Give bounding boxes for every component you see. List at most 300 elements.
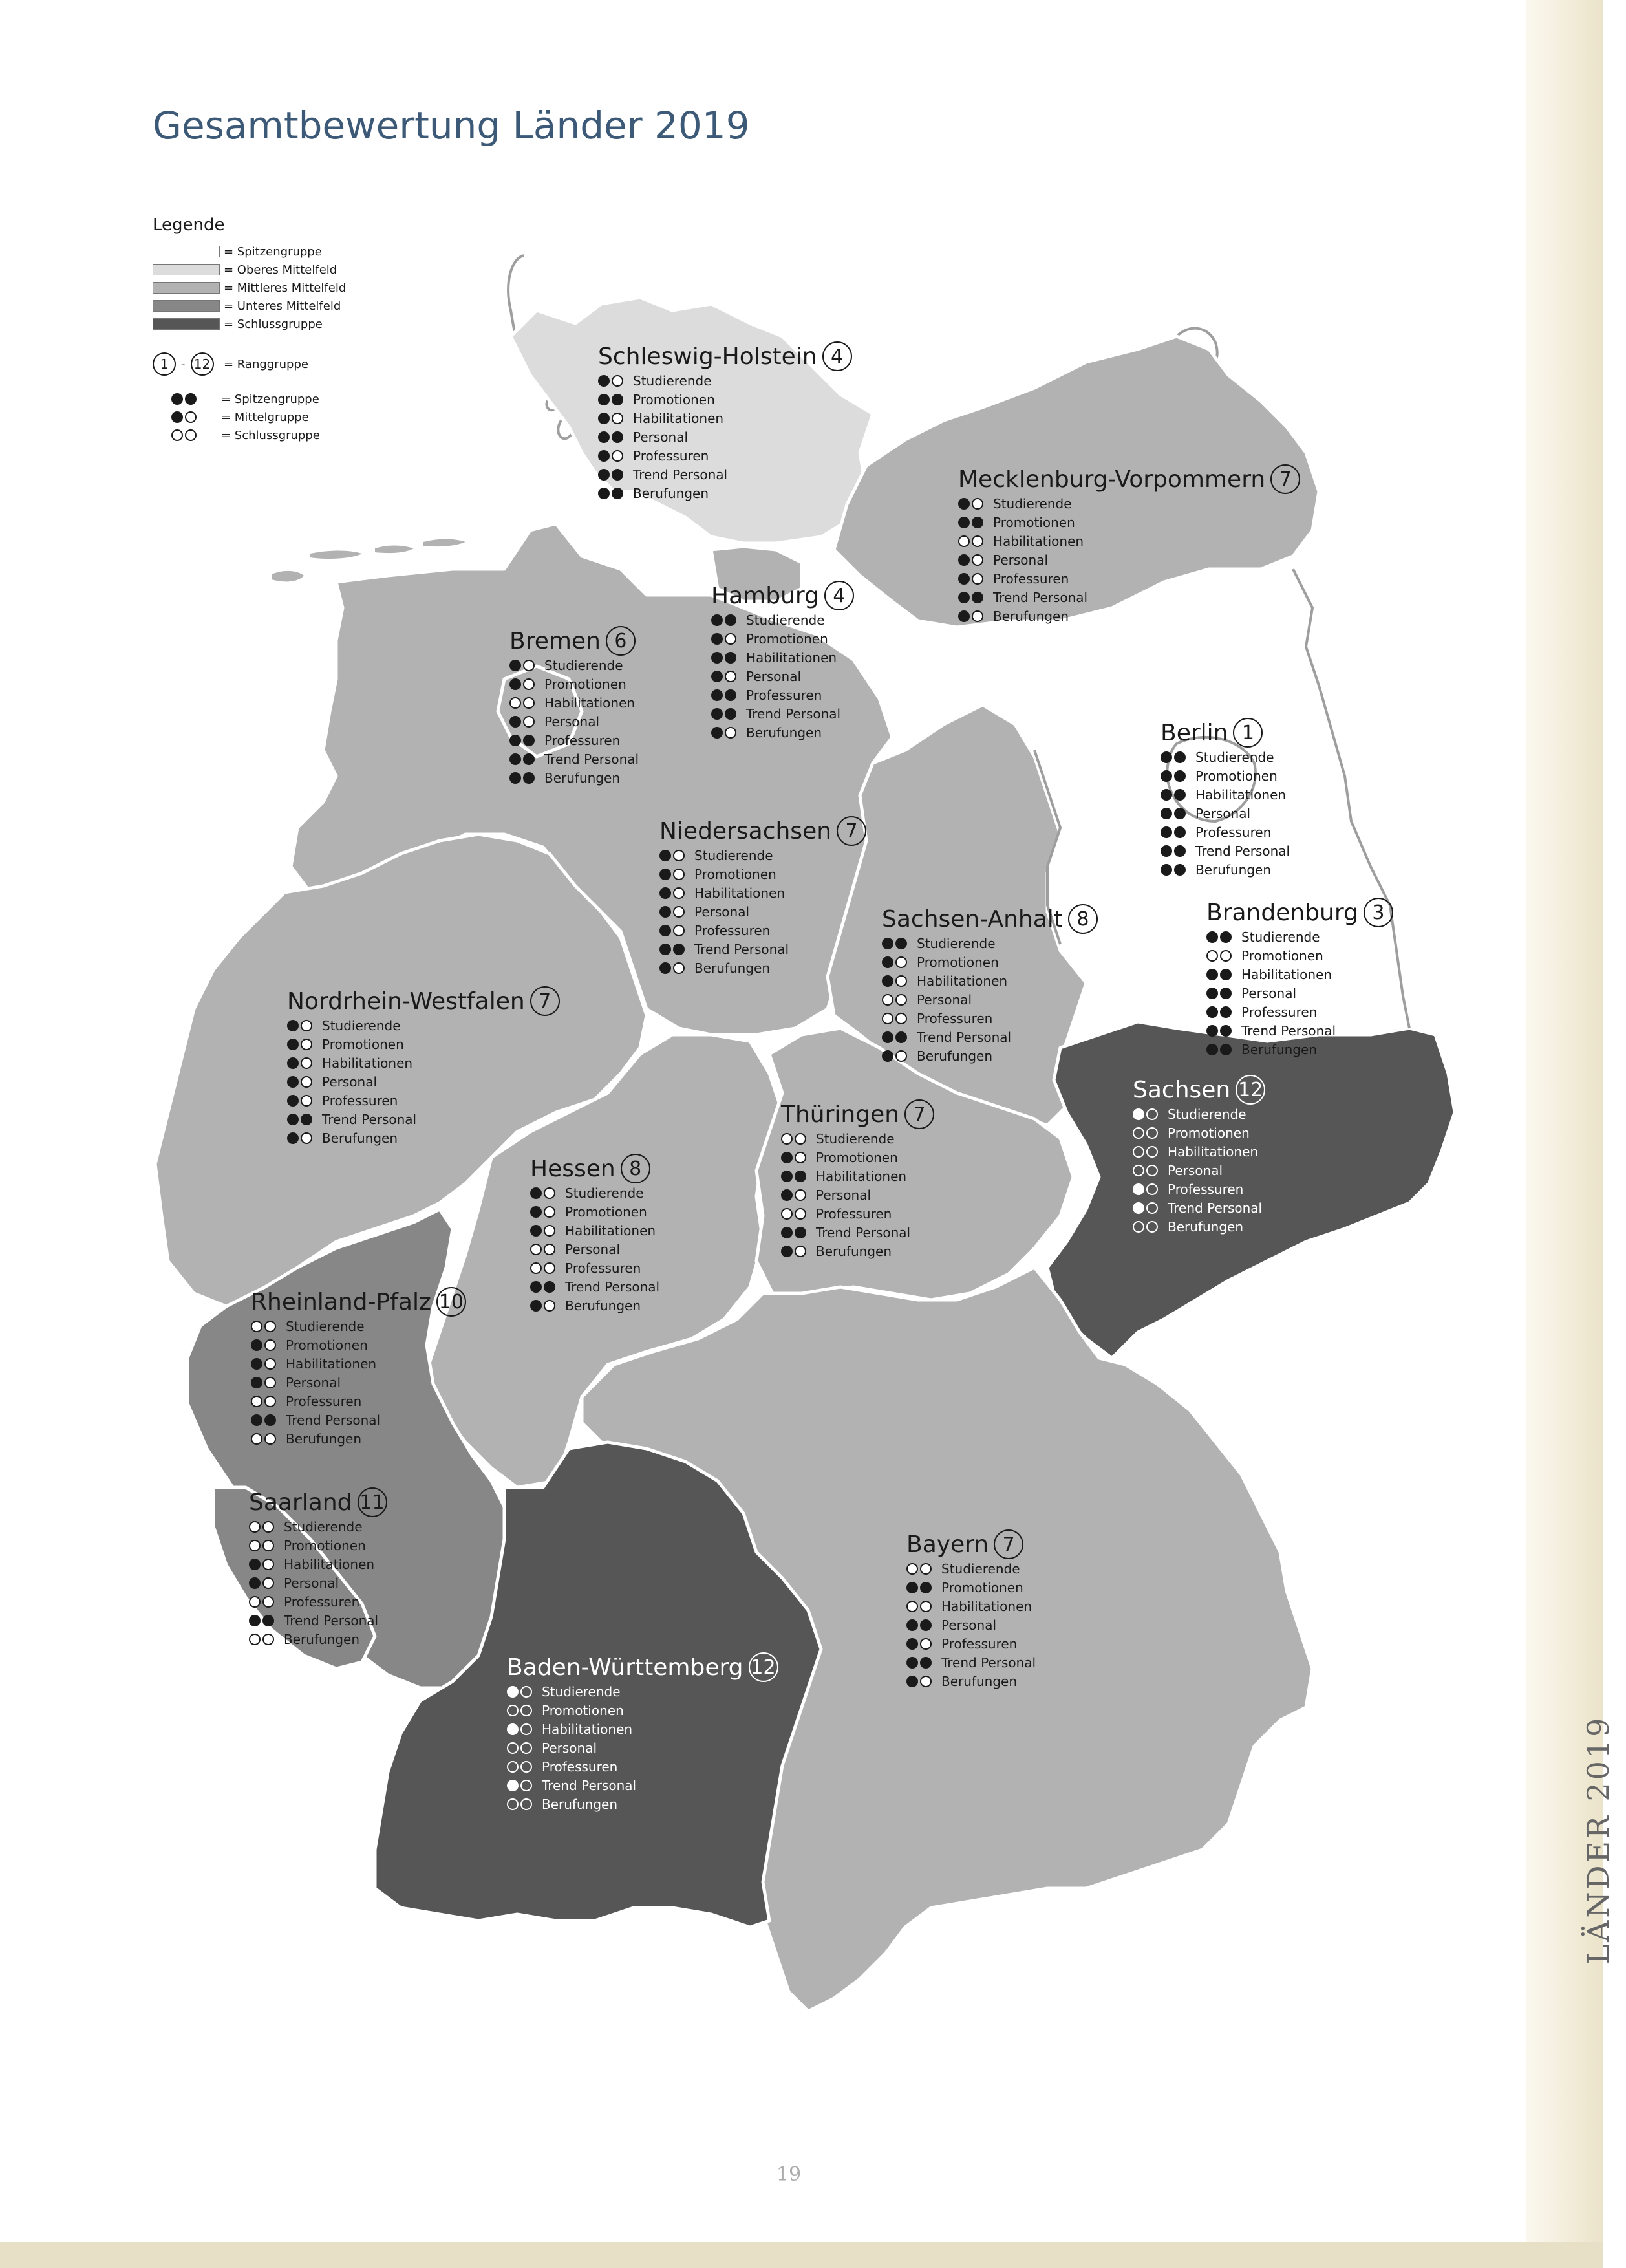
filled-dot [781,1246,793,1257]
empty-dot [301,1132,312,1144]
empty-dot [520,1723,532,1735]
state-name: Rheinland-Pfalz [251,1288,431,1315]
empty-dot [958,535,970,547]
page-title: Gesamtbewertung Länder 2019 [153,103,750,147]
criterion-label: Personal [816,1187,872,1203]
score-dots [251,1377,286,1388]
criterion-row [711,704,854,723]
empty-dot [301,1039,312,1050]
score-dots [1133,1202,1168,1214]
state-name-row [781,1099,934,1129]
criterion-row [287,1091,560,1110]
score-dots [882,956,917,968]
criterion-label: Trend Personal [746,706,841,722]
state-name-row [287,986,560,1016]
filled-dot [1161,826,1172,838]
score-dots [509,772,544,784]
criterion-label: Berufungen [542,1796,617,1812]
state-name: Sachsen [1133,1076,1231,1103]
state-name-row [1161,718,1290,748]
score-dots [251,1358,286,1370]
score-dots [1161,826,1195,838]
score-dots [509,660,544,671]
empty-dot [673,962,685,974]
filled-dot [1220,1006,1232,1018]
filled-dot [251,1358,262,1370]
empty-dot [520,1686,532,1698]
criterion-row [781,1204,934,1223]
filled-dot [287,1114,299,1125]
criterion-label: Habilitationen [542,1721,633,1737]
filled-dot [711,689,723,701]
filled-dot [1161,751,1172,763]
empty-dot [251,1321,262,1332]
empty-dot [1146,1221,1158,1233]
criterion-row [711,667,854,686]
criterion-label: Berufungen [746,724,822,740]
criterion-row [598,465,852,484]
state-name-row [507,1652,778,1682]
criterion-row [882,1009,1098,1028]
criterion-row [659,921,866,940]
filled-dot [509,678,521,690]
filled-dot [1220,931,1232,943]
criterion-row [287,1016,560,1035]
empty-dot [262,1521,274,1533]
criterion-row [906,1615,1036,1634]
empty-dot [673,906,685,918]
rank-badge: 8 [1068,904,1098,934]
criterion-row [958,532,1300,550]
empty-dot [301,1095,312,1107]
state-name: Sachsen-Anhalt [882,905,1063,933]
filled-dot [1206,1006,1218,1018]
state-block-hb [509,626,639,787]
empty-dot [530,1262,542,1274]
legend-group-label: = Mittelgruppe [221,410,309,424]
empty-dot [251,1433,262,1445]
empty-dot [795,1133,806,1145]
score-dots [958,554,993,566]
filled-dot [958,554,970,566]
state-name-row [1133,1075,1265,1105]
empty-dot [1146,1165,1158,1176]
filled-dot [612,431,623,443]
score-dots [598,375,633,387]
score-dots [781,1227,816,1238]
empty-dot [520,1705,532,1716]
filled-dot [1174,751,1186,763]
empty-dot [895,1050,907,1062]
filled-dot [287,1132,299,1144]
rank-badge: 1 [1233,718,1263,748]
criterion-label: Berufungen [993,608,1069,624]
score-dots [882,994,917,1006]
filled-dot [972,517,983,528]
empty-dot [507,1742,519,1754]
criterion-row [882,1028,1098,1046]
criterion-label: Professuren [565,1260,641,1276]
filled-dot [523,735,535,746]
score-dots [711,652,746,664]
score-dots [882,975,917,987]
filled-dot [507,1780,519,1791]
filled-dot [530,1206,542,1218]
state-block-mv [958,464,1300,625]
score-dots [1133,1146,1168,1158]
filled-dot [1220,969,1232,980]
legend-swatch [153,318,220,330]
filled-dot [1133,1183,1144,1195]
criterion-row [509,656,639,675]
criterion-row [659,902,866,921]
empty-dot [262,1577,274,1589]
empty-dot [520,1742,532,1754]
empty-dot [882,1013,893,1024]
score-dots [906,1619,941,1631]
criterion-label: Berufungen [322,1130,398,1146]
criterion-row [781,1185,934,1204]
state-block-rp [251,1287,466,1448]
legend-category-row [153,243,346,261]
criterion-row [906,1634,1036,1653]
criterion-row [251,1317,466,1335]
criterion-row [1133,1123,1265,1142]
empty-dot [895,1013,907,1024]
criterion-label: Professuren [1168,1181,1244,1197]
filled-dot [882,956,893,968]
criterion-label: Professuren [1241,1004,1318,1020]
criterion-row [781,1242,934,1260]
side-title: LÄNDER 2019 [1581,1715,1616,1965]
filled-dot [287,1057,299,1069]
criterion-label: Studierende [746,612,825,628]
criterion-label: Studierende [284,1518,363,1535]
filled-dot [1206,969,1218,980]
criterion-row [507,1701,778,1720]
criterion-row [882,971,1098,990]
filled-dot [920,1657,932,1669]
empty-dot [301,1076,312,1088]
criterion-label: Personal [993,552,1049,568]
criterion-label: Personal [1168,1162,1223,1178]
state-name: Saarland [249,1489,352,1516]
filled-dot [171,411,183,423]
filled-dot [972,592,983,603]
criterion-label: Trend Personal [565,1279,660,1295]
criterion-row [509,768,639,787]
empty-dot [544,1244,555,1255]
state-block-by [906,1529,1036,1690]
score-dots [1133,1221,1168,1233]
state-name-row [711,581,854,610]
score-dots [287,1020,322,1031]
filled-dot [906,1657,918,1669]
filled-dot [1174,864,1186,876]
criterion-row [1161,841,1290,860]
criterion-label: Personal [746,668,802,684]
filled-dot [523,772,535,784]
criterion-label: Studierende [633,373,712,389]
state-name: Nordrhein-Westfalen [287,988,525,1015]
score-dots [1161,770,1195,782]
empty-dot [301,1057,312,1069]
criterion-label: Personal [286,1374,341,1390]
score-dots [598,431,633,443]
rank-badge: 7 [837,816,866,846]
empty-dot [725,633,736,645]
empty-dot [544,1225,555,1237]
state-name: Thüringen [781,1101,900,1128]
criterion-row [958,607,1300,625]
empty-dot [544,1300,555,1312]
legend-swatch [153,282,220,294]
legend-category-label: = Unteres Mittelfeld [224,299,341,313]
score-dots [287,1076,322,1088]
legend-groups [153,390,346,444]
empty-dot [1146,1108,1158,1120]
criterion-label: Personal [544,713,600,729]
criterion-row [251,1410,466,1429]
score-dots [251,1396,286,1407]
empty-dot [1206,950,1218,962]
criterion-row [1206,1002,1393,1021]
filled-dot [725,652,736,664]
criterion-label: Professuren [917,1010,993,1026]
score-dots [598,394,633,405]
criterion-row [507,1795,778,1813]
empty-dot [1133,1165,1144,1176]
filled-dot [612,488,623,499]
criterion-label: Trend Personal [1241,1022,1336,1039]
empty-dot [249,1596,261,1608]
criterion-label: Professuren [286,1393,362,1409]
score-dots [530,1225,565,1237]
score-dots [958,498,993,510]
filled-dot [287,1095,299,1107]
criterion-row [659,865,866,883]
criterion-label: Professuren [1195,824,1272,840]
empty-dot [795,1208,806,1220]
filled-dot [1174,845,1186,857]
filled-dot [507,1723,519,1735]
filled-dot [795,1171,806,1182]
state-block-hh [711,581,854,742]
criterion-label: Promotionen [284,1537,366,1553]
score-dots [1206,988,1241,999]
filled-dot [711,652,723,664]
criterion-row [1133,1217,1265,1236]
empty-dot [523,697,535,709]
criterion-label: Habilitationen [284,1556,375,1572]
empty-dot [523,678,535,690]
criterion-label: Habilitationen [1168,1143,1259,1160]
empty-dot [920,1676,932,1687]
legend-swatch [153,246,220,257]
rank-label: = Ranggruppe [224,357,308,371]
empty-dot [1146,1146,1158,1158]
criterion-row [958,588,1300,607]
score-dots [958,592,993,603]
rank-badge: 8 [621,1154,650,1183]
criterion-row [781,1223,934,1242]
filled-dot [659,925,671,936]
filled-dot [882,1050,893,1062]
score-dots [1206,1006,1241,1018]
criterion-label: Personal [1195,805,1251,821]
criterion-label: Studierende [322,1017,401,1033]
score-dots [659,869,694,880]
criterion-row [507,1720,778,1738]
criterion-label: Studierende [542,1683,621,1700]
score-dots [906,1601,941,1612]
filled-dot [249,1615,261,1626]
score-dots [530,1187,565,1199]
criterion-row [287,1129,560,1147]
score-dots [507,1798,542,1810]
filled-dot [544,1281,555,1293]
empty-dot [1133,1146,1144,1158]
criterion-label: Promotionen [633,391,715,407]
criterion-label: Studierende [694,847,773,863]
score-dots [598,488,633,499]
filled-dot [1161,864,1172,876]
criterion-label: Berufungen [284,1631,359,1647]
criterion-label: Studierende [1168,1106,1246,1122]
filled-dot [264,1414,276,1426]
criterion-row [530,1277,659,1296]
criterion-label: Trend Personal [694,941,789,957]
criterion-label: Promotionen [993,514,1075,530]
criterion-row [958,494,1300,513]
criterion-row [906,1578,1036,1597]
score-dots [906,1582,941,1593]
empty-dot [264,1433,276,1445]
filled-dot [920,1619,932,1631]
filled-dot [1161,845,1172,857]
criterion-label: Berufungen [1168,1218,1243,1235]
state-block-nw [287,986,560,1147]
state-block-th [781,1099,934,1260]
filled-dot [906,1619,918,1631]
filled-dot [920,1582,932,1593]
criterion-label: Studierende [816,1130,895,1147]
score-dots [287,1039,322,1050]
filled-dot [725,689,736,701]
criterion-row [251,1373,466,1392]
criterion-row [598,446,852,465]
filled-dot [895,938,907,949]
score-dots [781,1189,816,1201]
criterion-row [1206,984,1393,1002]
criterion-row [882,953,1098,971]
rank-dash: - [181,357,186,371]
criterion-label: Professuren [993,570,1069,587]
empty-dot [781,1133,793,1145]
score-dots [711,727,746,739]
empty-dot [264,1339,276,1351]
filled-dot [958,498,970,510]
criterion-row [711,648,854,667]
score-dots [598,413,633,424]
state-block-be [1161,718,1290,879]
filled-dot [711,633,723,645]
criterion-label: Trend Personal [286,1412,381,1428]
filled-dot [895,1031,907,1043]
empty-dot [1220,950,1232,962]
score-dots [249,1615,284,1626]
score-dots [906,1638,941,1650]
empty-dot [795,1246,806,1257]
criterion-label: Studierende [286,1318,365,1334]
filled-dot [612,394,623,405]
criterion-row [882,990,1098,1009]
criterion-label: Trend Personal [941,1654,1036,1670]
criterion-label: Trend Personal [1195,843,1290,859]
criterion-row [781,1129,934,1148]
empty-dot [507,1705,519,1716]
empty-dot [264,1396,276,1407]
score-dots [507,1761,542,1773]
criterion-row [711,629,854,648]
legend-rank-symbols [153,352,220,376]
empty-dot [1133,1127,1144,1139]
criterion-label: Trend Personal [542,1777,637,1793]
criterion-label: Professuren [694,922,771,938]
score-dots [530,1262,565,1274]
filled-dot [1174,789,1186,801]
score-dots [507,1705,542,1716]
filled-dot [598,488,610,499]
filled-dot [185,393,197,405]
legend-group-row [153,408,346,426]
legend-category-label: = Schlussgruppe [224,317,323,331]
criterion-label: Berufungen [544,770,620,786]
score-dots [781,1133,816,1145]
filled-dot [509,772,521,784]
criterion-label: Trend Personal [633,466,728,482]
criterion-label: Professuren [941,1636,1018,1652]
filled-dot [598,450,610,462]
criterion-row [906,1672,1036,1690]
empty-dot [1146,1127,1158,1139]
criterion-label: Trend Personal [322,1111,417,1127]
empty-dot [520,1798,532,1810]
filled-dot [1206,931,1218,943]
legend-group-dots [153,393,217,405]
filled-dot [1174,770,1186,782]
score-dots [1133,1165,1168,1176]
rank-badge: 4 [822,341,852,371]
criterion-row [530,1183,659,1202]
criterion-row [507,1757,778,1776]
legend-category-label: = Mittleres Mittelfeld [224,281,347,295]
criterion-label: Professuren [816,1205,892,1222]
state-name-row [251,1287,466,1317]
state-name: Niedersachsen [659,817,832,845]
criterion-label: Personal [694,903,750,920]
empty-dot [972,554,983,566]
criterion-row [509,693,639,712]
criterion-row [659,846,866,865]
empty-dot [920,1638,932,1650]
score-dots [1161,864,1195,876]
criterion-row [1133,1198,1265,1217]
filled-dot [882,1031,893,1043]
state-name: Berlin [1161,719,1228,746]
criterion-row [659,883,866,902]
criterion-label: Trend Personal [993,589,1088,605]
